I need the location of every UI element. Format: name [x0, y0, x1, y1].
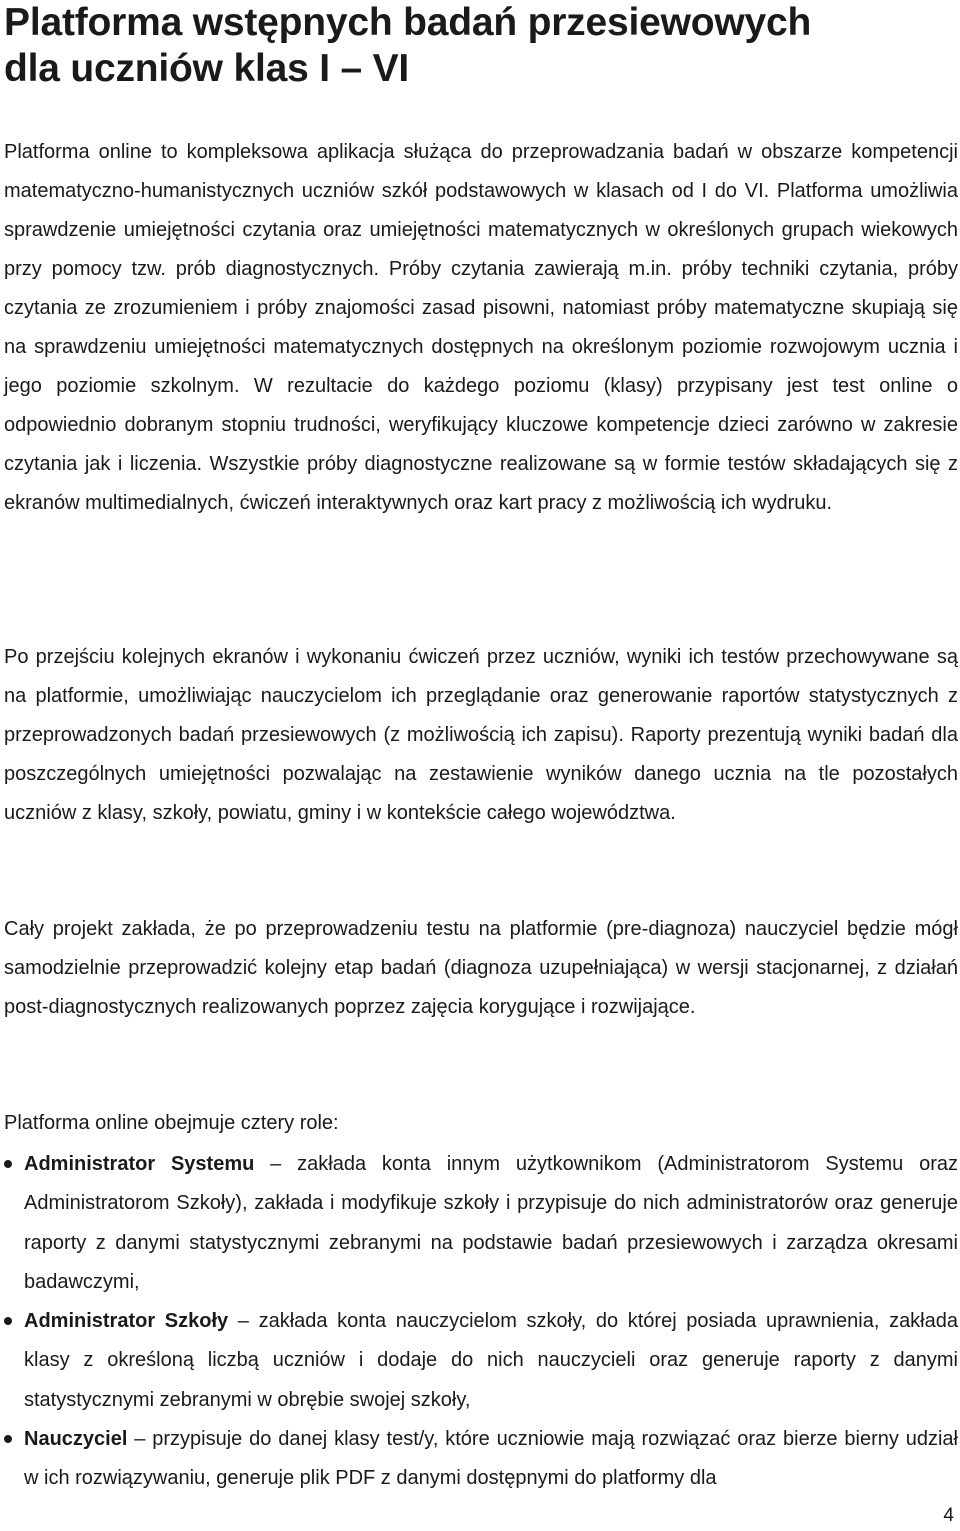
page-number: 4 [943, 1505, 954, 1526]
role-description: – przypisuje do danej klasy test/y, które uczniowie mają rozwiązać oraz bierze bierny udział w ich rozwiązywaniu, generuje plik PDF z danymi dostępnymi do platformy dla [24, 1428, 958, 1490]
title-line-1: Platforma wstępnych badań przesiewowych [4, 1, 812, 44]
paragraph-project: Cały projekt zakłada, że po przeprowadzeniu testu na platformie (pre-diagnoza) nauczyciel będzie mógł samodzielnie przeprowadzić kolejny etap badań (diagnoza uzupełniająca) w wersji stacjonarnej, z działań post-diagnostycznych realizowanych poprzez zajęcia korygujące i rozwijające. [4, 918, 958, 1018]
role-name: Administrator Systemu [24, 1153, 255, 1175]
role-description: – zakłada konta innym użytkownikom (Administratorom Systemu oraz Administratorom Szkoły), zakłada i modyfikuje szkoły i przypisuje do nich administratorów oraz generuje raporty z danymi statystycznymi zebranymi na podstawie badań przesiewowych i zarządza okresami badawczymi, [24, 1153, 958, 1293]
paragraph-intro-lead: Platforma online [4, 141, 152, 163]
role-name: Nauczyciel [24, 1428, 128, 1451]
paragraph-results: Po przejściu kolejnych ekranów i wykonaniu ćwiczeń przez uczniów, wyniki ich testów przechowywane są na platformie, umożliwiając nauczycielom ich przeglądanie oraz generowanie raportów statystycznych z przeprowadzonych badań przesiewowych (z możliwością ich zapisu). Raporty prezentują wyniki badań dla poszczególnych umiejętności pozwalając na zestawienie wyników danego ucznia na tle pozostałych uczniów z klasy, szkoły, powiatu, gminy i w kontekście całego województwa. [4, 646, 958, 824]
page-title [4, 0, 958, 92]
role-item-teacher [4, 1420, 958, 1499]
paragraph-intro-text: to kompleksowa aplikacja służąca do przeprowadzania badań w obszarze kompetencji matematyczno-humanistycznych uczniów szkół podstawowych w klasach od I do VI. Platforma umożliwia sprawdzenie umiejętności czytania oraz umiejętności matematycznych w określonych grupach wiekowych przy pomocy tzw. prób diagnostycznych. Próby czytania zawierają m.in. próby techniki czytania, próby czytania ze zrozumieniem i próby znajomości zasad pisowni, natomiast próby matematyczne skupiają się na sprawdzeniu umiejętności matematycznych dostępnych na określonym poziomie rozwojowym ucznia i jego poziomie szkolnym. W rezultacie do każdego poziomu (klasy) przypisany jest test online o odpowiednio dobranym stopniu trudności, weryfikujący kluczowe kompetencje dzieci zarówno w zakresie czytania jak i liczenia. Wszystkie próby diagnostyczne realizowane są w formie testów składających się z ekranów multimedialnych, ćwiczeń interaktywnych oraz kart pracy z możliwością ich wydruku. [4, 141, 958, 514]
roles-intro [4, 1104, 958, 1143]
role-name: Administrator Szkoły [24, 1310, 229, 1333]
role-item-school-admin [4, 1302, 958, 1420]
document-page [4, 0, 958, 1490]
bullet-icon [4, 1160, 12, 1168]
paragraph-intro [4, 133, 958, 523]
roles-intro-lead: Platforma online [4, 1112, 149, 1134]
roles-list [4, 1145, 958, 1499]
role-item-system-admin [4, 1145, 958, 1302]
title-line-2: dla uczniów klas I – VI [4, 47, 410, 90]
bullet-icon [4, 1317, 12, 1325]
bullet-icon [4, 1435, 12, 1443]
roles-intro-text: obejmuje cztery role: [148, 1112, 339, 1134]
role-description: – zakłada konta nauczycielom szkoły, do której posiada uprawnienia, zakłada klasy z określoną liczbą uczniów i dodaje do nich nauczycieli oraz generuje raporty z danymi statystycznymi zebranymi w obrębie swojej szkoły, [24, 1310, 958, 1411]
